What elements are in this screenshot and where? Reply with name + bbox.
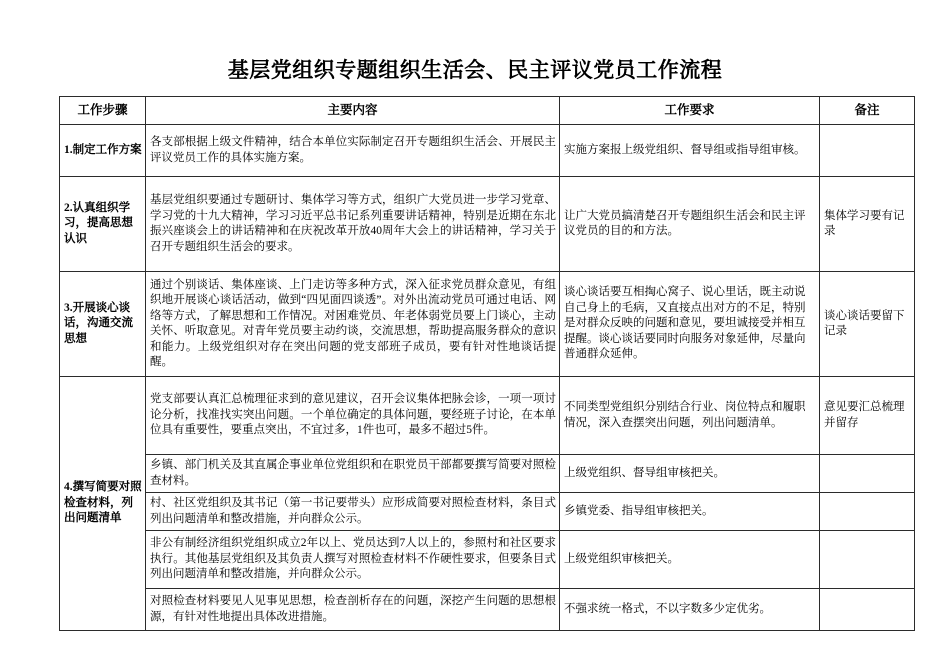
remark-cell: [820, 589, 915, 631]
remark-cell: 集体学习要有记录: [820, 177, 915, 272]
main-content-cell: 通过个别谈话、集体座谈、上门走访等多种方式，深入征求党员群众意见，有组织地开展谈心谈话活动，做到“四见面四谈透”。对外出流动党员可通过电话、网络等方式，了解思想和工作情况。对困难党员、年老体弱党员要上门谈心，主动关怀、听取意见。对青年党员要主动约谈，交流思想，帮助提高服务群众的意识和能力。上级党组织对存在突出问题的党支部班子成员，要有针对性地谈话提醒。: [146, 272, 560, 377]
table-row: [60, 272, 915, 377]
main-content-cell: 村、社区党组织及其书记（第一书记要带头）应形成简要对照检查材料，条目式列出问题清单和整改措施，并向群众公示。: [146, 493, 560, 531]
work-requirement-cell: 谈心谈话要互相掏心窝子、说心里话，既主动说自己身上的毛病，又直接点出对方的不足，特别是对群众反映的问题和意见，要坦诚接受并相互提醒。谈心谈话要同时向服务对象延伸，尽量向普通群众延伸。: [560, 272, 820, 377]
table-row: [60, 455, 915, 493]
main-content-cell: 基层党组织要通过专题研讨、集体学习等方式，组织广大党员进一步学习党章、学习党的十九大精神，学习习近平总书记系列重要讲话精神，特别是近期在东北振兴座谈会上的讲话精神和在庆祝改革开放40周年大会上的讲话精神，学习关于召开专题组织生活会的要求。: [146, 177, 560, 272]
work-requirement-cell: 不强求统一格式，不以字数多少定优劣。: [560, 589, 820, 631]
column-header-remark: 备注: [820, 97, 915, 125]
work-requirement-cell: 上级党组织审核把关。: [560, 531, 820, 589]
step-label: 3.开展谈心谈话，沟通交流思想: [60, 272, 146, 377]
table-row: [60, 125, 915, 177]
remark-cell: [820, 493, 915, 531]
main-content-cell: 乡镇、部门机关及其直属企事业单位党组织和在职党员干部都要撰写简要对照检查材料。: [146, 455, 560, 493]
main-content-cell: 对照检查材料要见人见事见思想，检查剖析存在的问题，深挖产生问题的思想根源，有针对性地提出具体改进措施。: [146, 589, 560, 631]
column-header-main-content: 主要内容: [146, 97, 560, 125]
work-requirement-cell: 实施方案报上级党组织、督导组或指导组审核。: [560, 125, 820, 177]
table-row: [60, 377, 915, 455]
work-requirement-cell: 乡镇党委、指导组审核把关。: [560, 493, 820, 531]
main-content-cell: 非公有制经济组织党组织成立2年以上、党员达到7人以上的，参照村和社区要求执行。其他基层党组织及其负责人撰写对照检查材料不作硬性要求，但要条目式列出问题清单和整改措施，并向群众公示。: [146, 531, 560, 589]
table-row: [60, 589, 915, 631]
column-header-work-requirement: 工作要求: [560, 97, 820, 125]
step-label: 4.撰写简要对照检查材料，列出问题清单: [60, 377, 146, 631]
remark-cell: [820, 531, 915, 589]
work-requirement-cell: 上级党组织、督导组审核把关。: [560, 455, 820, 493]
page-title: 基层党组织专题组织生活会、民主评议党员工作流程: [227, 58, 723, 82]
workflow-table: [59, 96, 915, 631]
table-row: [60, 493, 915, 531]
work-requirement-cell: 让广大党员搞清楚召开专题组织生活会和民主评议党员的目的和方法。: [560, 177, 820, 272]
table-row: [60, 177, 915, 272]
remark-cell: 谈心谈话要留下记录: [820, 272, 915, 377]
step-label: 2.认真组织学习，提高思想认识: [60, 177, 146, 272]
table-header-row: [60, 97, 915, 125]
remark-cell: 意见要汇总梳理并留存: [820, 377, 915, 455]
main-content-cell: 各支部根据上级文件精神，结合本单位实际制定召开专题组织生活会、开展民主评议党员工作的具体实施方案。: [146, 125, 560, 177]
remark-cell: [820, 125, 915, 177]
work-requirement-cell: 不同类型党组织分别结合行业、岗位特点和履职情况，深入查摆突出问题，列出问题清单。: [560, 377, 820, 455]
main-content-cell: 党支部要认真汇总梳理征求到的意见建议，召开会议集体把脉会诊，一项一项讨论分析，找准找实突出问题。一个单位确定的具体问题，要经班子讨论，在本单位具有重要性，要重点突出，不宜过多，1件也可，最多不超过5件。: [146, 377, 560, 455]
table-row: [60, 531, 915, 589]
table-body: [60, 125, 915, 631]
step-label: 1.制定工作方案: [60, 125, 146, 177]
remark-cell: [820, 455, 915, 493]
flow-table-container: [59, 96, 914, 631]
column-header-step: 工作步骤: [60, 97, 146, 125]
